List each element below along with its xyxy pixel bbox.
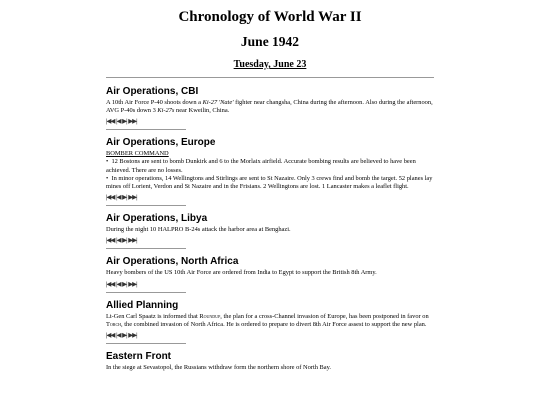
section-title: Air Operations, Libya xyxy=(106,213,208,225)
section-allied-planning xyxy=(106,300,436,344)
first-icon[interactable]: |◀◀ xyxy=(106,332,115,340)
text-part: A 10th Air Force P-40 shoots down a xyxy=(106,99,203,106)
text-part: near Kweilin, China. xyxy=(174,107,230,115)
section-title: Air Operations, Europe xyxy=(106,137,216,149)
section-divider xyxy=(106,343,186,344)
text-part: , the plan for a cross-Channel invasion of Europe, has been postponed in favor on xyxy=(220,312,429,320)
first-icon[interactable]: |◀◀ xyxy=(106,118,115,126)
section-title: Allied Planning xyxy=(106,299,179,311)
text-emphasis: Ki-27s xyxy=(157,107,175,115)
nav-row xyxy=(106,118,436,126)
prev-icon[interactable]: |◀ xyxy=(116,280,121,288)
first-icon[interactable]: |◀◀ xyxy=(106,280,115,288)
nav-row xyxy=(106,332,436,340)
prev-icon[interactable]: |◀ xyxy=(116,332,121,340)
bullet-text: In minor operations, 14 Wellingtons and Stirlings are sent to St Nazaire. Only 3 crews find and bomb the target. 52 planes lay mines off Lorient, Verdon and St Nazaire and in the Frisians. 2 Wellingtons are lost. 1 Lancaster makes a leaflet flight. xyxy=(106,174,433,191)
section-divider xyxy=(106,205,186,206)
top-divider xyxy=(106,77,434,78)
bullet-item: • In minor operations, 14 Wellingtons and Stirlings are sent to St Nazaire. Only 3 crews find and bomb the target. 52 planes lay mines off Lorient, Verdon and St Nazaire and in the Frisians. 2 Wellingtons are lost. 1 Lancaster makes a leaflet flight. xyxy=(106,174,433,191)
day-heading: Tuesday, June 23 xyxy=(233,59,307,70)
nav-row xyxy=(106,194,436,202)
prev-icon[interactable]: |◀ xyxy=(116,194,121,202)
last-icon[interactable]: ▶▶| xyxy=(128,332,137,340)
section-divider xyxy=(106,129,186,130)
last-icon[interactable]: ▶▶| xyxy=(128,280,137,288)
text-codename: Roundup xyxy=(199,312,221,320)
section-divider xyxy=(106,248,186,249)
first-icon[interactable]: |◀◀ xyxy=(106,237,115,245)
section-air-operations-libya xyxy=(106,213,436,249)
section-air-operations-cbi xyxy=(106,86,436,130)
text-part: fighter near changsha, China during the afternoon. Also during the afternoon, AVG P-40s down 3 xyxy=(106,99,433,115)
section-text xyxy=(106,313,436,329)
first-icon[interactable]: |◀◀ xyxy=(106,194,115,202)
section-text: During the night 10 HALPRO B-24s attack the harbor area at Benghazi. xyxy=(106,226,291,234)
text-part: Lt-Gen Carl Spaatz is informed that xyxy=(106,312,200,320)
section-divider xyxy=(106,292,186,293)
section-text: Heavy bombers of the US 10th Air Force are ordered from India to Egypt to support the British 8th Army. xyxy=(106,269,377,277)
next-icon[interactable]: ▶| xyxy=(122,280,127,288)
section-air-operations-europe xyxy=(106,137,436,206)
subheading: BOMBER COMMAND xyxy=(106,150,169,158)
last-icon[interactable]: ▶▶| xyxy=(128,194,137,202)
next-icon[interactable]: ▶| xyxy=(122,194,127,202)
section-text xyxy=(106,99,436,115)
prev-icon[interactable]: |◀ xyxy=(116,237,121,245)
month-heading: June 1942 xyxy=(240,34,300,49)
bullet-item: • 12 Bostons are sent to bomb Dunkirk and 6 to the Morlaix airfield. Accurate bombing results are believed to have been achieved. There are no losses. xyxy=(106,158,416,174)
section-eastern-front xyxy=(106,351,436,372)
section-title: Air Operations, North Africa xyxy=(106,256,239,268)
content xyxy=(106,86,436,372)
next-icon[interactable]: ▶| xyxy=(122,332,127,340)
next-icon[interactable]: ▶| xyxy=(122,237,127,245)
section-text: In the siege at Sevastopol, the Russians withdraw form the northern shore of North Bay. xyxy=(106,364,331,372)
last-icon[interactable]: ▶▶| xyxy=(128,118,137,126)
bullet-text: 12 Bostons are sent to bomb Dunkirk and 6 to the Morlaix airfield. Accurate bombing results are believed to have been achieved. There are no losses. xyxy=(106,158,416,174)
text-emphasis: Ki-27 'Nate' xyxy=(202,99,234,106)
section-title: Eastern Front xyxy=(106,351,172,363)
last-icon[interactable]: ▶▶| xyxy=(128,237,137,245)
page-title: Chronology of World War II xyxy=(178,9,362,25)
section-title: Air Operations, CBI xyxy=(106,86,199,97)
nav-row xyxy=(106,237,436,245)
next-icon[interactable]: ▶| xyxy=(122,118,127,126)
text-part: , the combined invasion of North Africa. He is ordered to prepare to divert 8th Air Force assest to support the new plan. xyxy=(121,320,427,328)
nav-row xyxy=(106,281,436,289)
section-air-operations-north-africa xyxy=(106,256,436,292)
prev-icon[interactable]: |◀ xyxy=(116,118,121,126)
text-codename: Torch xyxy=(106,320,122,328)
